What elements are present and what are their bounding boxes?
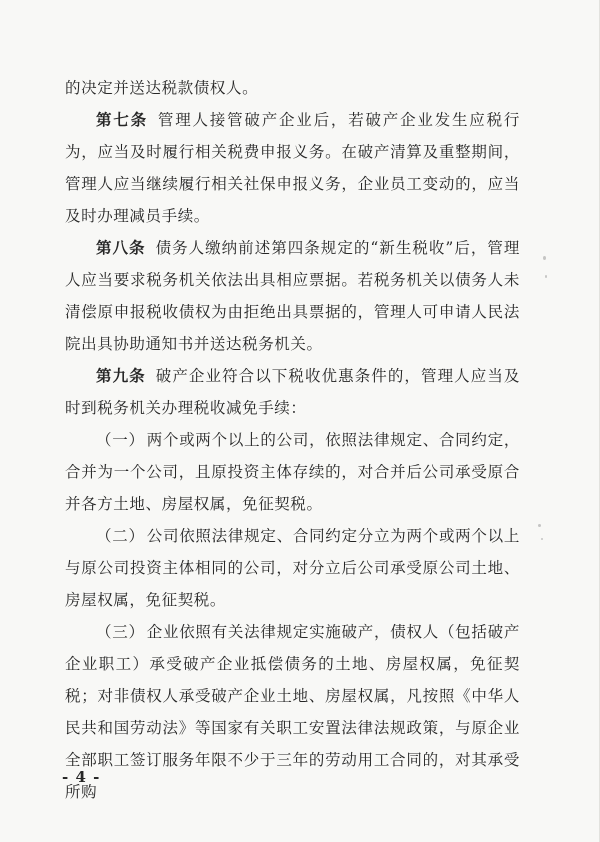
page-number: - 4 - bbox=[62, 768, 101, 786]
article-8 bbox=[65, 232, 520, 360]
article-9-text: 破产企业符合以下税收优惠条件的，管理人应当及时到税务机关办理税收减免手续： bbox=[65, 367, 521, 417]
scan-speck bbox=[541, 538, 543, 540]
article-7-title: 第七条 bbox=[96, 111, 148, 129]
article-7 bbox=[65, 104, 520, 232]
item-1 bbox=[65, 424, 520, 520]
item-1-marker: （一） bbox=[96, 431, 145, 449]
opening-line-text: 的决定并送达税款债权人。 bbox=[65, 79, 259, 97]
item-2 bbox=[65, 520, 520, 616]
article-9 bbox=[65, 360, 520, 424]
article-9-title: 第九条 bbox=[96, 367, 146, 385]
document-body bbox=[65, 72, 520, 808]
opening-line bbox=[65, 72, 520, 104]
article-7-text: 管理人接管破产企业后，若破产企业发生应税行为，应当及时履行相关税费申报义务。在破产清算及重整期间，管理人应当继续履行相关社保申报义务，企业员工变动的，应当及时办理减员手续。 bbox=[65, 111, 520, 225]
item-2-text: 公司依照法律规定、合同约定分立为两个或两个以上与原公司投资主体相同的公司，对分立后公司承受原公司土地、房屋权属，免征契税。 bbox=[65, 527, 520, 609]
item-3-marker: （三） bbox=[96, 623, 145, 641]
article-8-text: 债务人缴纳前述第四条规定的“新生税收”后，管理人应当要求税务机关依法出具相应票据。若税务机关以债务人未清偿原申报税收债权为由拒绝出具票据的，管理人可申请人民法院出具协助通知书并送达税务机关。 bbox=[65, 239, 520, 353]
scan-speck bbox=[538, 524, 541, 527]
item-2-marker: （二） bbox=[96, 527, 145, 545]
scan-speck bbox=[543, 256, 546, 260]
scan-speck bbox=[545, 275, 547, 278]
item-3 bbox=[65, 616, 520, 808]
item-1-text: 两个或两个以上的公司，依照法律规定、合同约定，合并为一个公司，且原投资主体存续的，对合并后公司承受原合并各方土地、房屋权属，免征契税。 bbox=[65, 431, 520, 513]
article-8-title: 第八条 bbox=[96, 239, 146, 257]
item-3-text: 企业依照有关法律规定实施破产，债权人（包括破产企业职工）承受破产企业抵偿债务的土地、房屋权属，免征契税；对非债权人承受破产企业土地、房屋权属，凡按照《中华人民共和国劳动法》等国家有关职工安置法律法规政策，与原企业全部职工签订服务年限不少于三年的劳动用工合同的，对其承受所购 bbox=[65, 623, 520, 801]
